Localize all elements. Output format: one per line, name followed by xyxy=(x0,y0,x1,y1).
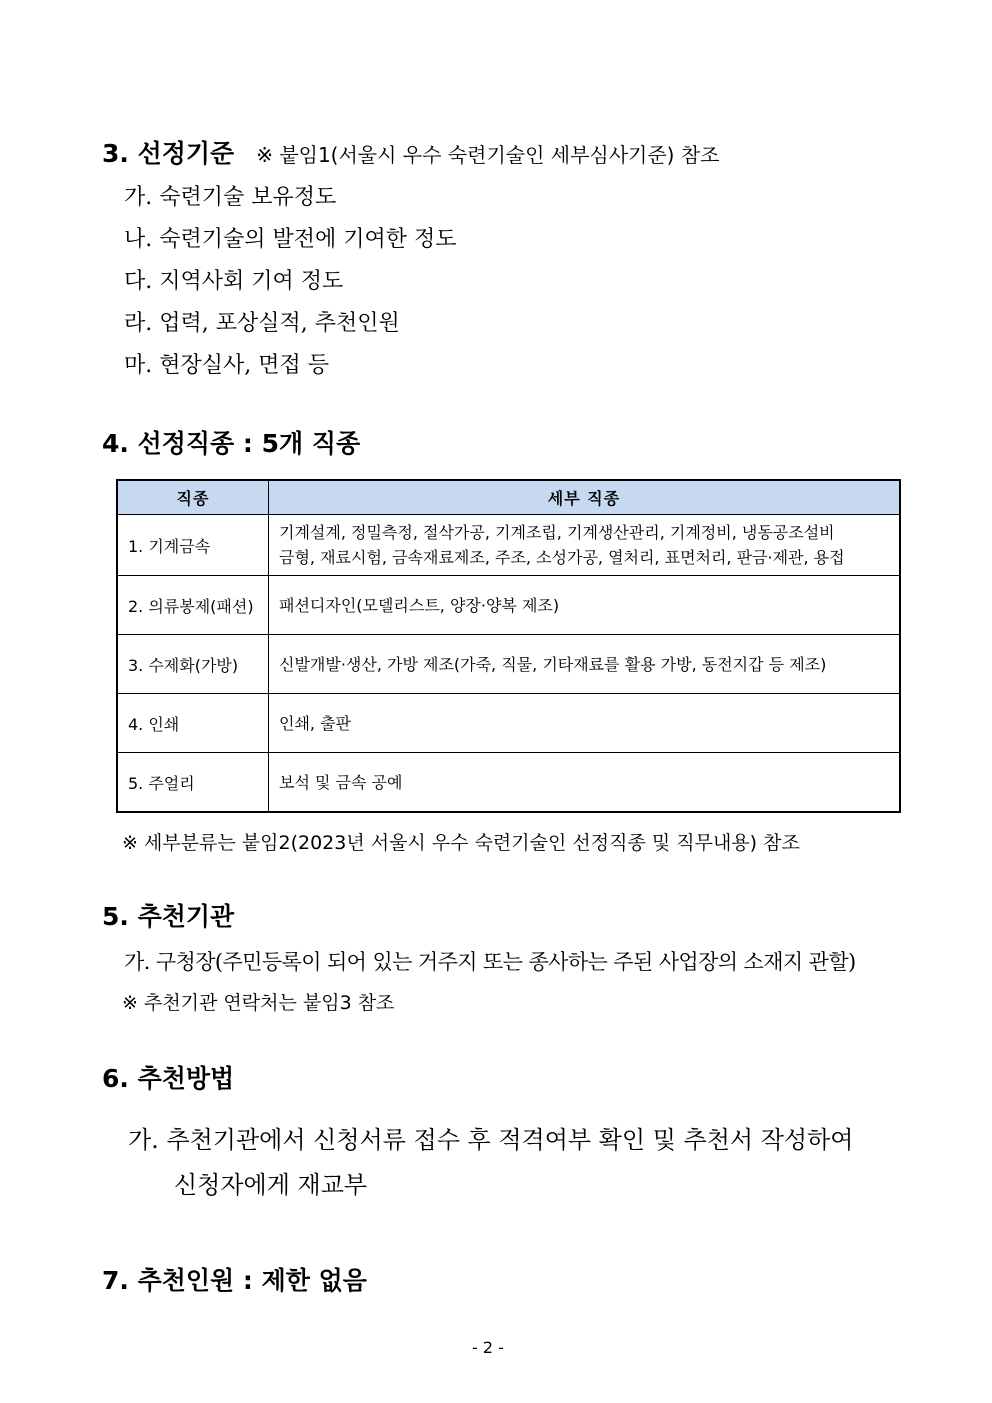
table-cell-category: 5. 주얼리 xyxy=(117,753,269,813)
table-row xyxy=(117,753,900,813)
table-header-category: 직종 xyxy=(117,480,269,515)
table-cell-details: 신발개발·생산, 가방 제조(가죽, 직물, 기타재료를 활용 가방, 동전지갑 등 제조) xyxy=(269,635,901,694)
table-cell-details xyxy=(269,515,901,576)
table-cell-category: 3. 수제화(가방) xyxy=(117,635,269,694)
section-3-heading xyxy=(102,139,719,170)
table-row xyxy=(117,635,900,694)
section-3-item-3: 다. 지역사회 기여 정도 xyxy=(124,269,344,294)
section-5-item: 가. 구청장(주민등록이 되어 있는 거주지 또는 종사하는 주된 사업장의 소재지 관할) xyxy=(124,950,856,974)
section-5-title: 5. 추천기관 xyxy=(102,902,235,931)
job-category-table xyxy=(116,479,901,813)
table-row xyxy=(117,515,900,576)
table-cell-details: 보석 및 금속 공예 xyxy=(269,753,901,813)
table-row xyxy=(117,694,900,753)
section-6-item-line-1: 가. 추천기관에서 신청서류 접수 후 적격여부 확인 및 추천서 작성하여 xyxy=(128,1126,854,1154)
section-3-note: ※ 붙임1(서울시 우수 숙련기술인 세부심사기준) 참조 xyxy=(256,143,720,167)
section-3-item-1: 가. 숙련기술 보유정도 xyxy=(124,185,337,210)
section-4-note: ※ 세부분류는 붙임2(2023년 서울시 우수 숙련기술인 선정직종 및 직무내용) 참조 xyxy=(122,832,800,854)
table-header-row xyxy=(117,480,900,515)
section-3-title: 3. 선정기준 xyxy=(102,139,235,168)
section-4-title: 4. 선정직종 : 5개 직종 xyxy=(102,429,361,458)
section-6-title: 6. 추천방법 xyxy=(102,1064,235,1093)
section-3-item-4: 라. 업력, 포상실적, 추천인원 xyxy=(124,311,400,336)
table-cell-details: 패션디자인(모델리스트, 양장·양복 제조) xyxy=(269,576,901,635)
details-line: 금형, 재료시험, 금속재료제조, 주조, 소성가공, 열처리, 표면처리, 판금·제관, 용접 xyxy=(279,548,845,567)
section-3-item-2: 나. 숙련기술의 발전에 기여한 정도 xyxy=(124,227,457,252)
page-number: - 2 - xyxy=(472,1338,504,1357)
table-cell-category: 1. 기계금속 xyxy=(117,515,269,576)
section-6-item-line-2: 신청자에게 재교부 xyxy=(174,1171,368,1199)
table-header-details: 세부 직종 xyxy=(269,480,901,515)
table-cell-details: 인쇄, 출판 xyxy=(269,694,901,753)
table-cell-category: 4. 인쇄 xyxy=(117,694,269,753)
section-7-title: 7. 추천인원 : 제한 없음 xyxy=(102,1266,367,1295)
section-3-item-5: 마. 현장실사, 면접 등 xyxy=(124,353,329,378)
table-cell-category: 2. 의류봉제(패션) xyxy=(117,576,269,635)
section-5-note: ※ 추천기관 연락처는 붙임3 참조 xyxy=(122,992,395,1014)
details-line: 기계설계, 정밀측정, 절삭가공, 기계조립, 기계생산관리, 기계정비, 냉동공조설비 xyxy=(279,523,835,542)
table-row xyxy=(117,576,900,635)
